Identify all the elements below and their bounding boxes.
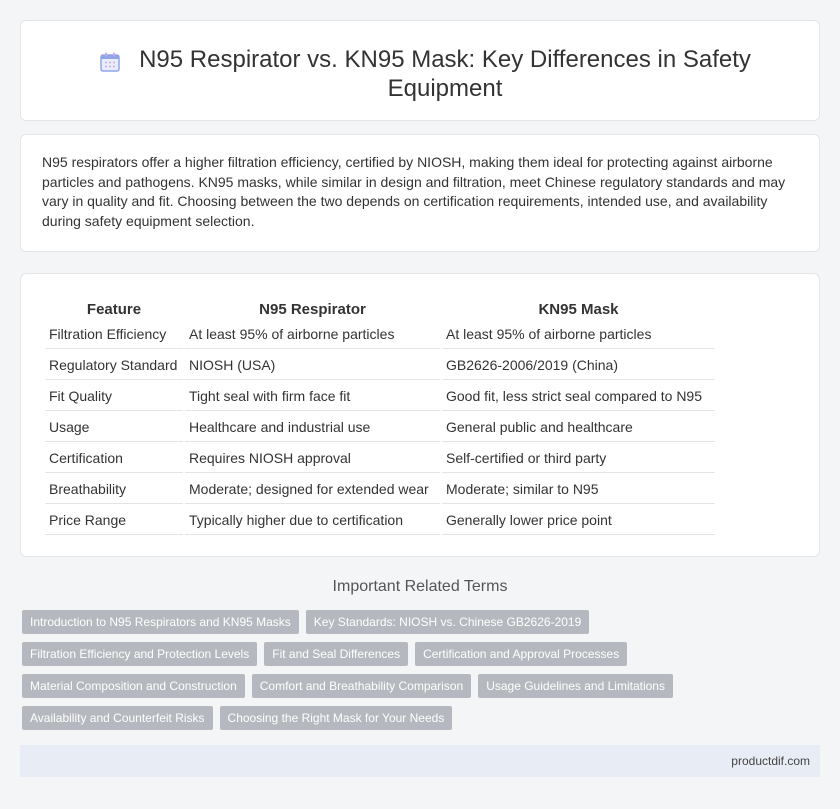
related-term-tag[interactable]: Introduction to N95 Respirators and KN95 Masks — [22, 610, 299, 634]
related-terms-heading: Important Related Terms — [332, 578, 508, 595]
table-row — [45, 320, 715, 349]
table-cell: Moderate; similar to N95 — [442, 475, 715, 504]
table-cell: Usage — [45, 413, 183, 442]
table-cell: Fit Quality — [45, 382, 183, 411]
table-cell: Breathability — [45, 475, 183, 504]
comparison-table — [43, 296, 717, 537]
related-term-tag[interactable]: Choosing the Right Mask for Your Needs — [220, 706, 453, 730]
related-term-tag[interactable]: Certification and Approval Processes — [415, 642, 627, 666]
related-term-tag[interactable]: Availability and Counterfeit Risks — [22, 706, 213, 730]
table-cell: Moderate; designed for extended wear — [185, 475, 440, 504]
table-cell: At least 95% of airborne particles — [442, 320, 715, 349]
related-term-tag[interactable]: Fit and Seal Differences — [264, 642, 408, 666]
table-row — [45, 506, 715, 535]
tag-row — [22, 610, 702, 634]
tag-row — [22, 674, 702, 698]
table-row — [45, 382, 715, 411]
table-row — [45, 351, 715, 380]
related-term-tag[interactable]: Comfort and Breathability Comparison — [252, 674, 471, 698]
table-cell: Requires NIOSH approval — [185, 444, 440, 473]
table-header-row — [45, 298, 715, 318]
intro-paragraph: N95 respirators offer a higher filtration efficiency, certified by NIOSH, making them ideal for protecting against airborne particles and pathogens. KN95 masks, while similar in design and filtration, meet Chinese regulatory standards and may vary in quality and fit. Choosing between the two depends on certification requirements, intended use, and availability during safety equipment selection. — [42, 154, 786, 229]
table-cell: Filtration Efficiency — [45, 320, 183, 349]
table-cell: Price Range — [45, 506, 183, 535]
table-cell: Self-certified or third party — [442, 444, 715, 473]
intro-card — [20, 134, 820, 252]
tag-row — [22, 706, 702, 730]
table-cell: General public and healthcare — [442, 413, 715, 442]
header-n95: N95 Respirator — [259, 301, 366, 318]
table-cell: Typically higher due to certification — [185, 506, 440, 535]
table-cell: NIOSH (USA) — [185, 351, 440, 380]
related-term-tag[interactable]: Filtration Efficiency and Protection Levels — [22, 642, 257, 666]
related-terms-list — [22, 610, 702, 738]
related-term-tag[interactable]: Usage Guidelines and Limitations — [478, 674, 673, 698]
table-row — [45, 444, 715, 473]
related-term-tag[interactable]: Key Standards: NIOSH vs. Chinese GB2626-2019 — [306, 610, 589, 634]
footer — [20, 745, 820, 777]
table-row — [45, 475, 715, 504]
table-cell: Generally lower price point — [442, 506, 715, 535]
page-title: N95 Respirator vs. KN95 Mask: Key Differences in Safety Equipment — [139, 46, 751, 102]
title-card — [20, 20, 820, 121]
header-kn95: KN95 Mask — [538, 301, 619, 318]
table-cell: Good fit, less strict seal compared to N95 — [442, 382, 715, 411]
related-term-tag[interactable]: Material Composition and Construction — [22, 674, 245, 698]
table-row — [45, 413, 715, 442]
footer-site-link[interactable]: productdif.com — [731, 754, 810, 768]
table-cell: Tight seal with firm face fit — [185, 382, 440, 411]
table-cell: At least 95% of airborne particles — [185, 320, 440, 349]
table-cell: Healthcare and industrial use — [185, 413, 440, 442]
table-cell: Certification — [45, 444, 183, 473]
table-cell: GB2626-2006/2019 (China) — [442, 351, 715, 380]
comparison-card — [20, 273, 820, 557]
header-feature: Feature — [86, 301, 142, 318]
tag-row — [22, 642, 702, 666]
table-cell: Regulatory Standard — [45, 351, 183, 380]
